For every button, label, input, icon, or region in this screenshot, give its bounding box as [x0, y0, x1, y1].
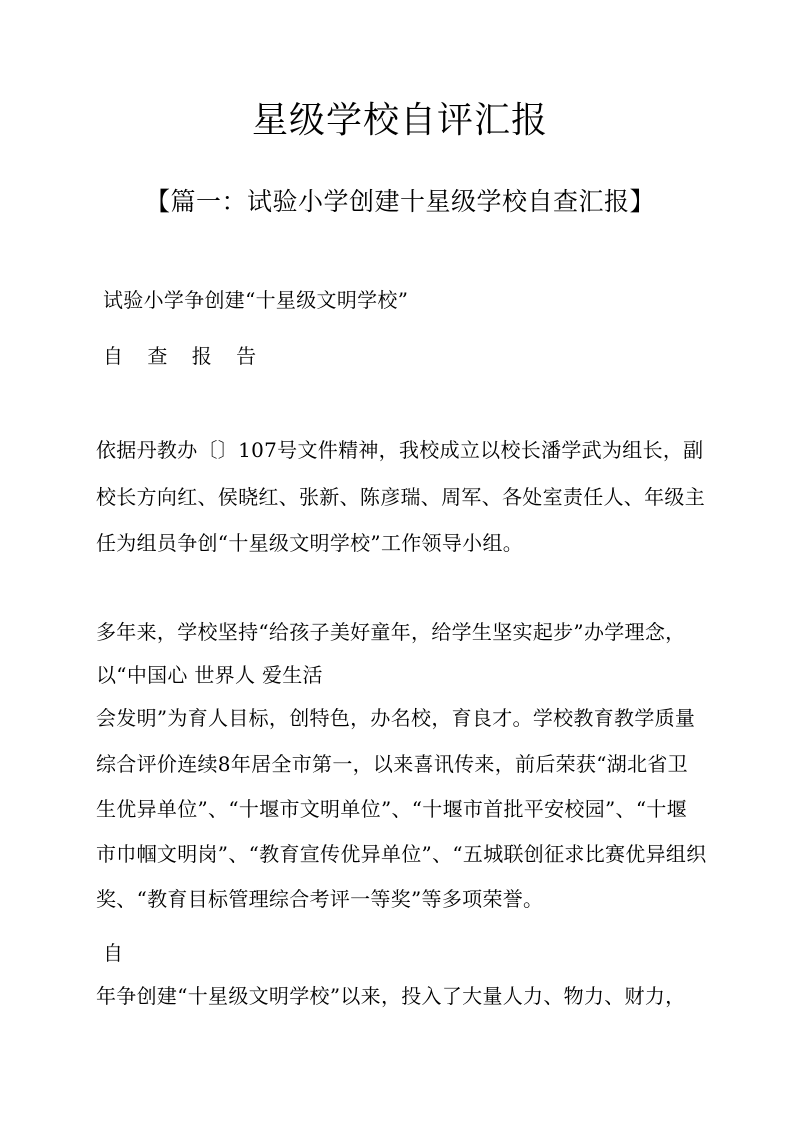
- paragraph-line: 奖、“教育目标管理综合考评一等奖”等多项荣誉。: [96, 887, 544, 911]
- paragraph-line: 自: [103, 941, 124, 965]
- document-subtitle: 【篇一：试验小学创建十星级学校自查汇报】: [144, 187, 655, 216]
- paragraph-line: 依据丹教办〔〕107号文件精神，我校成立以校长潘学武为组长，副: [96, 438, 704, 462]
- document-title: 星级学校自评汇报: [251, 100, 548, 141]
- report-heading-line2: 自 查 报 告: [103, 344, 266, 368]
- paragraph-line: 多年来，学校坚持“给孩子美好童年，给学生坚实起步”办学理念，: [96, 620, 686, 644]
- paragraph-line: 校长方向红、侯晓红、张新、陈彦瑞、周军、各处室责任人、年级主: [96, 485, 705, 509]
- paragraph-line: 以“中国心 世界人 爱生活: [96, 663, 323, 687]
- paragraph-line: 会发明”为育人目标，创特色，办名校，育良才。学校教育教学质量: [96, 706, 696, 730]
- paragraph-line: 生优异单位”、“十堰市文明单位”、“十堰市首批平安校园”、“十堰: [96, 797, 687, 821]
- paragraph-line: 市巾帼文明岗”、“教育宣传优异单位”、“五城联创征求比赛优异组织: [96, 842, 707, 866]
- report-heading-line1: 试验小学争创建“十星级文明学校”: [103, 288, 409, 312]
- paragraph-line: 综合评价连续8年居全市第一，以来喜讯传来，前后荣获“湖北省卫: [96, 752, 688, 776]
- paragraph-line: 年争创建“十星级文明学校”以来，投入了大量人力、物力、财力，: [96, 984, 686, 1008]
- paragraph-line: 任为组员争创“十星级文明学校”工作领导小组。: [96, 531, 524, 555]
